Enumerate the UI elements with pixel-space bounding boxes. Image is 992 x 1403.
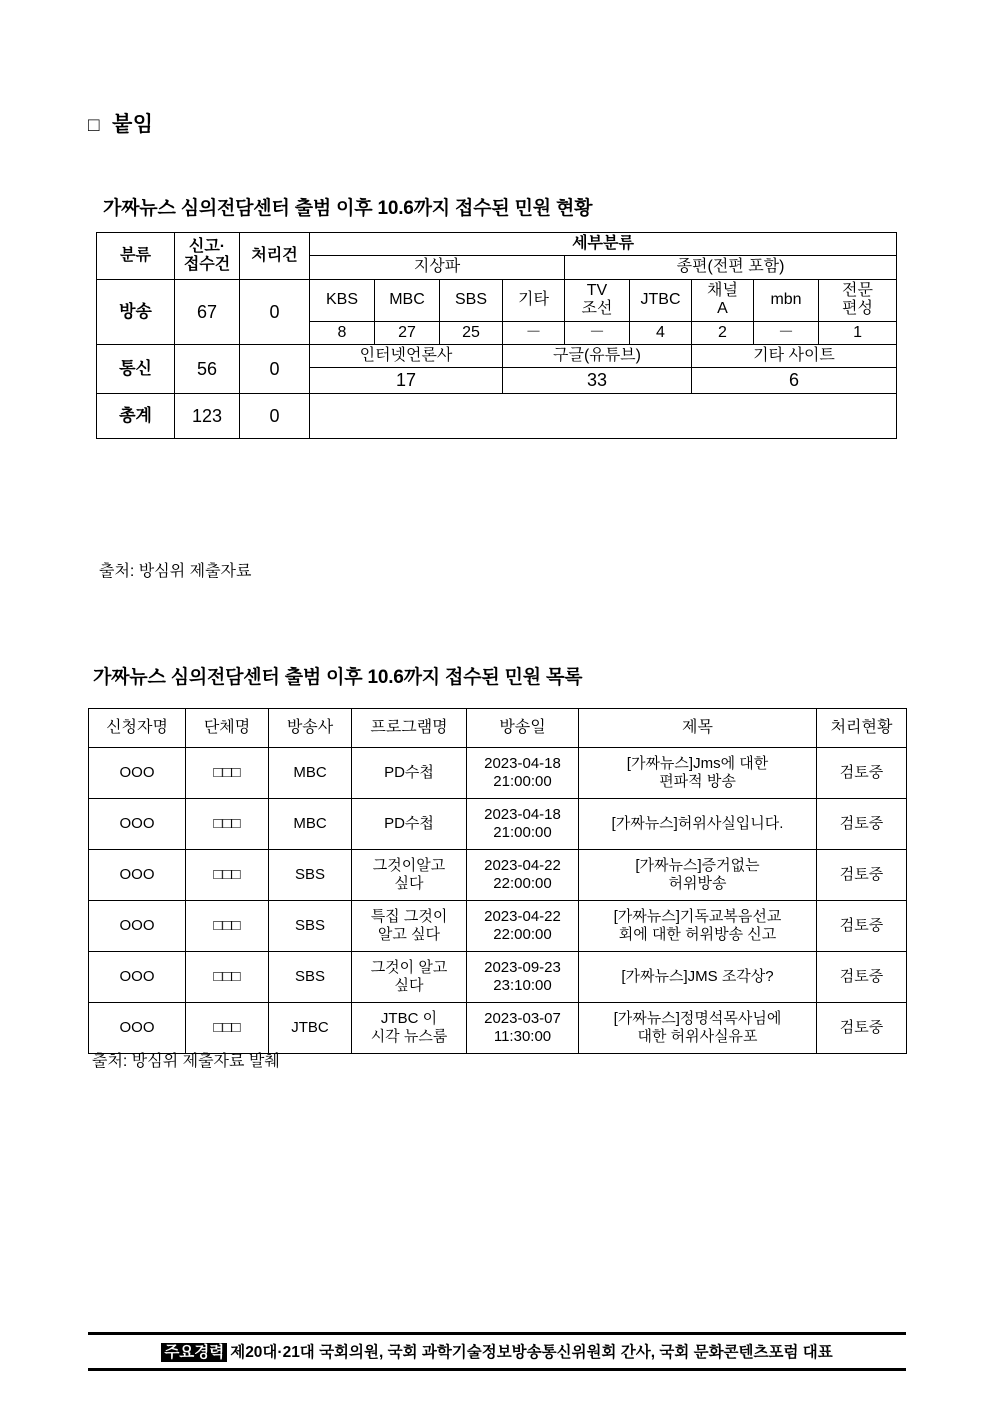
source-note-list: 출처: 방심위 제출자료 발췌: [92, 1053, 280, 1070]
value-etc: －: [503, 321, 565, 344]
cell-program: JTBC 이 시각 뉴스룸: [352, 1003, 467, 1054]
col-subject: 제목: [579, 709, 817, 748]
channel-mbc: MBC: [375, 279, 440, 321]
value-other-sites: 6: [692, 368, 897, 394]
table-row: [89, 799, 907, 850]
channel-kbs: KBS: [310, 279, 375, 321]
cell-status: 검토중: [817, 799, 907, 850]
value-tvchosun: －: [565, 321, 630, 344]
cell-air-date: 2023-03-07 11:30:00: [467, 1003, 579, 1054]
value-channela: 2: [692, 321, 754, 344]
cell-broadcaster: SBS: [269, 901, 352, 952]
header-other-sites: 기타 사이트: [692, 344, 897, 367]
cell-subject: [가짜뉴스]JMS 조각상?: [579, 952, 817, 1003]
cell-air-date: 2023-09-23 23:10:00: [467, 952, 579, 1003]
table-row: [89, 748, 907, 799]
cell-program: PD수첩: [352, 748, 467, 799]
value-mbc: 27: [375, 321, 440, 344]
cell-program: PD수첩: [352, 799, 467, 850]
table-row: [89, 952, 907, 1003]
footer-text: 제20대·21대 국회의원, 국회 과학기술정보방송통신위원회 간사, 국회 문화콘텐츠포럼 대표: [230, 1344, 833, 1361]
row-label-broadcast: 방송: [97, 279, 175, 344]
header-reports: 신고· 접수건: [175, 233, 240, 280]
cell-air-date: 2023-04-22 22:00:00: [467, 850, 579, 901]
value-specialized: 1: [819, 321, 897, 344]
col-broadcaster: 방송사: [269, 709, 352, 748]
cell-status: 검토중: [817, 748, 907, 799]
cell-status: 검토중: [817, 850, 907, 901]
cell-organization: □□□: [186, 748, 269, 799]
col-organization: 단체명: [186, 709, 269, 748]
attachment-label: 붙임: [111, 113, 154, 136]
header-google-youtube: 구글(유튜브): [503, 344, 692, 367]
table-row: [89, 850, 907, 901]
cell-broadcaster: JTBC: [269, 1003, 352, 1054]
cell-status: 검토중: [817, 901, 907, 952]
complaint-status-table: [96, 232, 897, 439]
table-row: [97, 344, 897, 367]
cell-organization: □□□: [186, 952, 269, 1003]
cell-applicant: OOO: [89, 748, 186, 799]
header-terrestrial: 지상파: [310, 256, 565, 279]
complaint-list-table: [88, 708, 907, 1054]
col-applicant: 신청자명: [89, 709, 186, 748]
table-row: [89, 1003, 907, 1054]
table-row: [97, 394, 897, 439]
attachment-heading: [88, 108, 154, 138]
square-bullet-icon: □: [88, 115, 100, 136]
value-sbs: 25: [440, 321, 503, 344]
cell-organization: □□□: [186, 901, 269, 952]
cell-air-date: 2023-04-18 21:00:00: [467, 748, 579, 799]
cell-broadcaster: SBS: [269, 952, 352, 1003]
total-processed: 0: [240, 394, 310, 439]
cell-program: 특집 그것이 알고 싶다: [352, 901, 467, 952]
footer-tag: 주요경력: [161, 1343, 227, 1362]
cell-program: 그것이 알고 싶다: [352, 952, 467, 1003]
cell-subject: [가짜뉴스]기독교복음선교 회에 대한 허위방송 신고: [579, 901, 817, 952]
cell-program: 그것이알고 싶다: [352, 850, 467, 901]
cell-organization: □□□: [186, 850, 269, 901]
table-row: [97, 233, 897, 256]
value-mbn: －: [754, 321, 819, 344]
cell-subject: [가짜뉴스]Jms에 대한 편파적 방송: [579, 748, 817, 799]
cell-air-date: 2023-04-18 21:00:00: [467, 799, 579, 850]
value-internet-press: 17: [310, 368, 503, 394]
col-air-date: 방송일: [467, 709, 579, 748]
cell-broadcaster: MBC: [269, 748, 352, 799]
header-comprehensive: 종편(전편 포함): [565, 256, 897, 279]
table-row: [89, 901, 907, 952]
header-processed: 처리건: [240, 233, 310, 280]
cell-applicant: OOO: [89, 850, 186, 901]
cell-applicant: OOO: [89, 1003, 186, 1054]
section-title-list: 가짜뉴스 심의전담센터 출범 이후 10.6까지 접수된 민원 목록: [93, 667, 583, 688]
row-label-total: 총계: [97, 394, 175, 439]
cell-applicant: OOO: [89, 901, 186, 952]
cell-subject: [가짜뉴스]정명석목사님에 대한 허위사실유포: [579, 1003, 817, 1054]
channel-mbn: mbn: [754, 279, 819, 321]
section-title-status: 가짜뉴스 심의전담센터 출범 이후 10.6까지 접수된 민원 현황: [103, 198, 593, 219]
telecom-reports: 56: [175, 344, 240, 393]
cell-organization: □□□: [186, 1003, 269, 1054]
cell-status: 검토중: [817, 1003, 907, 1054]
channel-etc: 기타: [503, 279, 565, 321]
channel-jtbc: JTBC: [630, 279, 692, 321]
row-label-telecom: 통신: [97, 344, 175, 393]
cell-status: 검토중: [817, 952, 907, 1003]
channel-channela: 채널 A: [692, 279, 754, 321]
channel-tvchosun: TV 조선: [565, 279, 630, 321]
broadcast-reports: 67: [175, 279, 240, 344]
table-header-row: [89, 709, 907, 748]
value-google-youtube: 33: [503, 368, 692, 394]
header-internet-press: 인터넷언론사: [310, 344, 503, 367]
broadcast-processed: 0: [240, 279, 310, 344]
value-kbs: 8: [310, 321, 375, 344]
table-row: [97, 279, 897, 321]
footer-career-bar: [88, 1332, 906, 1371]
cell-applicant: OOO: [89, 952, 186, 1003]
channel-sbs: SBS: [440, 279, 503, 321]
header-category: 분류: [97, 233, 175, 280]
cell-applicant: OOO: [89, 799, 186, 850]
cell-air-date: 2023-04-22 22:00:00: [467, 901, 579, 952]
col-status: 처리현황: [817, 709, 907, 748]
cell-subject: [가짜뉴스]증거없는 허위방송: [579, 850, 817, 901]
telecom-processed: 0: [240, 344, 310, 393]
cell-broadcaster: MBC: [269, 799, 352, 850]
value-jtbc: 4: [630, 321, 692, 344]
channel-specialized: 전문 편성: [819, 279, 897, 321]
total-empty-cell: [310, 394, 897, 439]
total-reports: 123: [175, 394, 240, 439]
source-note-status: 출처: 방심위 제출자료: [99, 563, 252, 580]
cell-subject: [가짜뉴스]허위사실입니다.: [579, 799, 817, 850]
cell-broadcaster: SBS: [269, 850, 352, 901]
cell-organization: □□□: [186, 799, 269, 850]
header-detail: 세부분류: [310, 233, 897, 256]
col-program: 프로그램명: [352, 709, 467, 748]
